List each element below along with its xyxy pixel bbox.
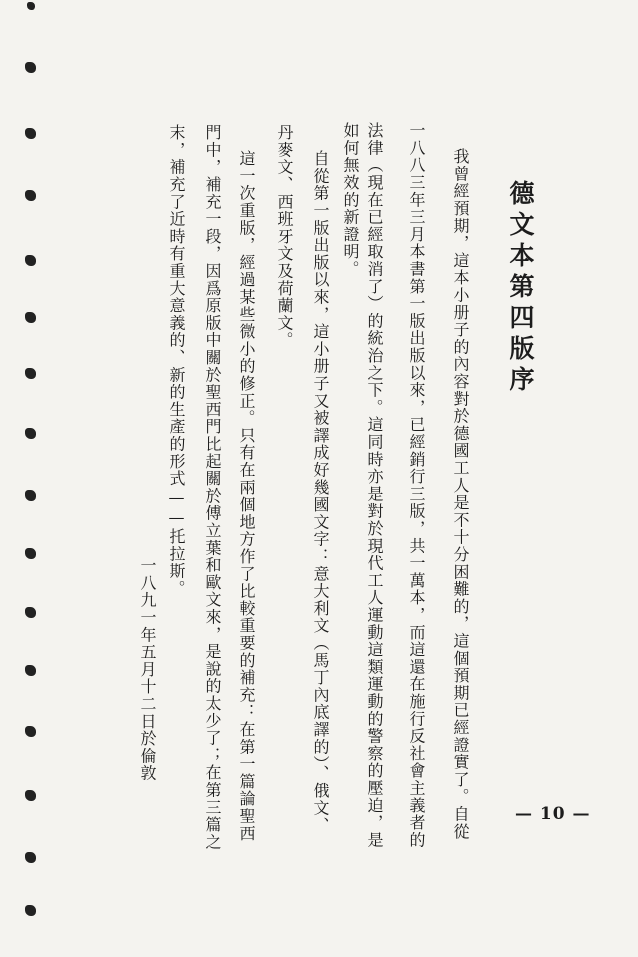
binding-hole-mark xyxy=(25,312,36,323)
text-column: 如何無效的新證明。 xyxy=(341,122,360,278)
binding-hole-mark xyxy=(25,190,36,201)
text-column: 門中，補充一段，因爲原版中關於聖西門比起關於傅立葉和歐文來，是說的太少了；在第三篇之 xyxy=(203,124,222,851)
binding-hole-mark xyxy=(25,790,36,801)
signature-date: 一八九一年五月十二日於倫敦 xyxy=(138,557,157,782)
binding-hole-mark xyxy=(25,428,36,439)
binding-hole-mark xyxy=(25,548,36,559)
binding-hole-mark xyxy=(25,607,36,618)
binding-hole-mark xyxy=(25,368,36,379)
binding-edge xyxy=(0,0,70,957)
binding-hole-mark xyxy=(25,905,36,916)
binding-hole-mark xyxy=(27,2,35,10)
text-column: 我曾經預期，這本小册子的內容對於德國工人是不十分困難的，這個預期已經證實了。自從 xyxy=(451,148,470,840)
preface-title: 德文本第四版序 xyxy=(506,180,535,397)
text-column: 法律（現在已經取消了）的統治之下。這同時亦是對於現代工人運動這類運動的警察的壓迫，是 xyxy=(365,122,384,849)
text-column: 末，補充了近時有重大意義的、新的生產的形式——托拉斯。 xyxy=(167,124,186,598)
binding-hole-mark xyxy=(25,255,36,266)
binding-hole-mark xyxy=(25,128,36,139)
binding-hole-mark xyxy=(25,665,36,676)
text-column: 這一次重版，經過某些微小的修正。只有在兩個地方作了比較重要的補充：在第一篇論聖西 xyxy=(237,150,256,842)
binding-hole-mark xyxy=(25,490,36,501)
text-column: 丹麥文、西班牙文及荷蘭文。 xyxy=(275,124,294,349)
binding-hole-mark xyxy=(25,852,36,863)
text-column: 自從第一版出版以來，這小册子又被譯成好幾國文字：意大利文（馬丁內底譯的）、俄文、 xyxy=(311,150,330,834)
binding-hole-mark xyxy=(25,726,36,737)
text-column: 一八八三年三月本書第一版出版以來，已經銷行三版，共一萬本，而這還在施行反社會主義者的 xyxy=(407,122,426,849)
binding-hole-mark xyxy=(25,62,36,73)
page-number: — 10 — xyxy=(515,804,591,824)
